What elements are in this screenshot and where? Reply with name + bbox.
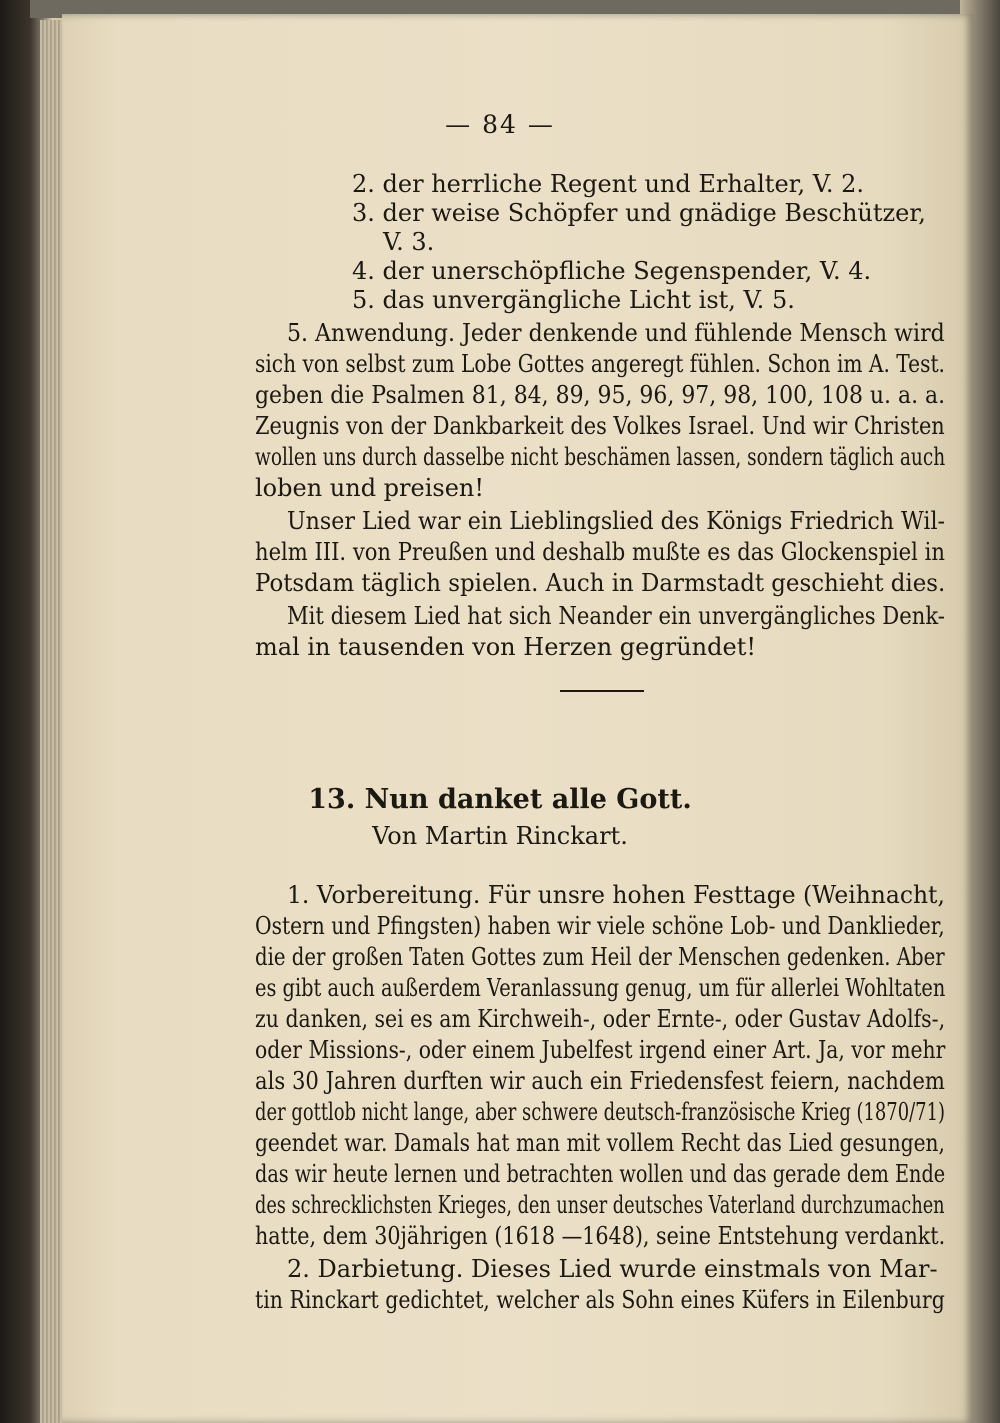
- section-divider: [560, 690, 644, 692]
- list-item: V. 3.: [383, 228, 435, 256]
- text-line: oder Missions-, oder einem Jubelfest irgend einer Art. Ja, vor mehr: [255, 1036, 946, 1064]
- text-line: das wir heute lernen und betrachten wollen und das gerade dem Ende: [255, 1160, 946, 1188]
- text-line: zu danken, sei es am Kirchweih-, oder Ernte-, oder Gustav Adolfs-,: [255, 1005, 946, 1033]
- text-line: Mit diesem Lied hat sich Neander ein unvergängliches Denk-: [287, 602, 945, 630]
- list-item: 5. das unvergängliche Licht ist, V. 5.: [352, 286, 795, 314]
- text-line: Ostern und Pfingsten) haben wir viele schöne Lob- und Danklieder,: [255, 912, 945, 940]
- text-line: Unser Lied war ein Lieblingslied des Königs Friedrich Wil-: [287, 507, 946, 535]
- text-line: tin Rinckart gedichtet, welcher als Sohn eines Küfers in Eilenburg: [255, 1286, 945, 1314]
- text-line: geben die Psalmen 81, 84, 89, 95, 96, 97, 98, 100, 108 u. a. a.: [255, 381, 946, 409]
- text-line: hatte, dem 30jährigen (1618 —1648), seine Entstehung verdankt.: [255, 1222, 946, 1250]
- text-line: helm III. von Preußen und deshalb mußte es das Glockenspiel in: [255, 538, 945, 566]
- text-line: des schrecklichsten Krieges, den unser deutsches Vaterland durchzumachen: [255, 1191, 945, 1219]
- text-line: Potsdam täglich spielen. Auch in Darmstadt geschieht dies.: [255, 569, 946, 597]
- text-line: 5. Anwendung. Jeder denkende und fühlende Mensch wird: [287, 319, 945, 347]
- text-line: wollen uns durch dasselbe nicht beschämen lassen, sondern täglich auch: [255, 443, 946, 471]
- list-item: 3. der weise Schöpfer und gnädige Beschützer,: [352, 199, 926, 227]
- list-item: 2. der herrliche Regent und Erhalter, V. 2.: [352, 170, 865, 198]
- text-line: 1. Vorbereitung. Für unsre hohen Festtage (Weihnacht,: [287, 881, 945, 909]
- text-line: sich von selbst zum Lobe Gottes angeregt fühlen. Schon im A. Test.: [255, 350, 945, 378]
- text-line: die der großen Taten Gottes zum Heil der Menschen gedenken. Aber: [255, 943, 945, 971]
- section-heading: 13. Nun danket alle Gott.: [308, 784, 692, 815]
- text-line: 2. Darbietung. Dieses Lied wurde einstmals von Mar-: [287, 1255, 938, 1283]
- text-line: mal in tausenden von Herzen gegründet!: [255, 633, 756, 661]
- text-line: es gibt auch außerdem Veranlassung genug, um für allerlei Wohltaten: [255, 974, 946, 1002]
- text-line: als 30 Jahren durften wir auch ein Friedensfest feiern, nachdem: [255, 1067, 945, 1095]
- author-byline: Von Martin Rinckart.: [372, 822, 628, 850]
- text-line: der gottlob nicht lange, aber schwere deutsch-französische Krieg (1870/71): [255, 1098, 945, 1126]
- text-line: loben und preisen!: [255, 474, 485, 502]
- page-number: — 84 —: [445, 110, 555, 139]
- list-item: 4. der unerschöpfliche Segenspender, V. 4.: [352, 257, 872, 285]
- text-line: Zeugnis von der Dankbarkeit des Volkes Israel. Und wir Christen: [255, 412, 945, 440]
- text-line: geendet war. Damals hat man mit vollem Recht das Lied gesungen,: [255, 1129, 945, 1157]
